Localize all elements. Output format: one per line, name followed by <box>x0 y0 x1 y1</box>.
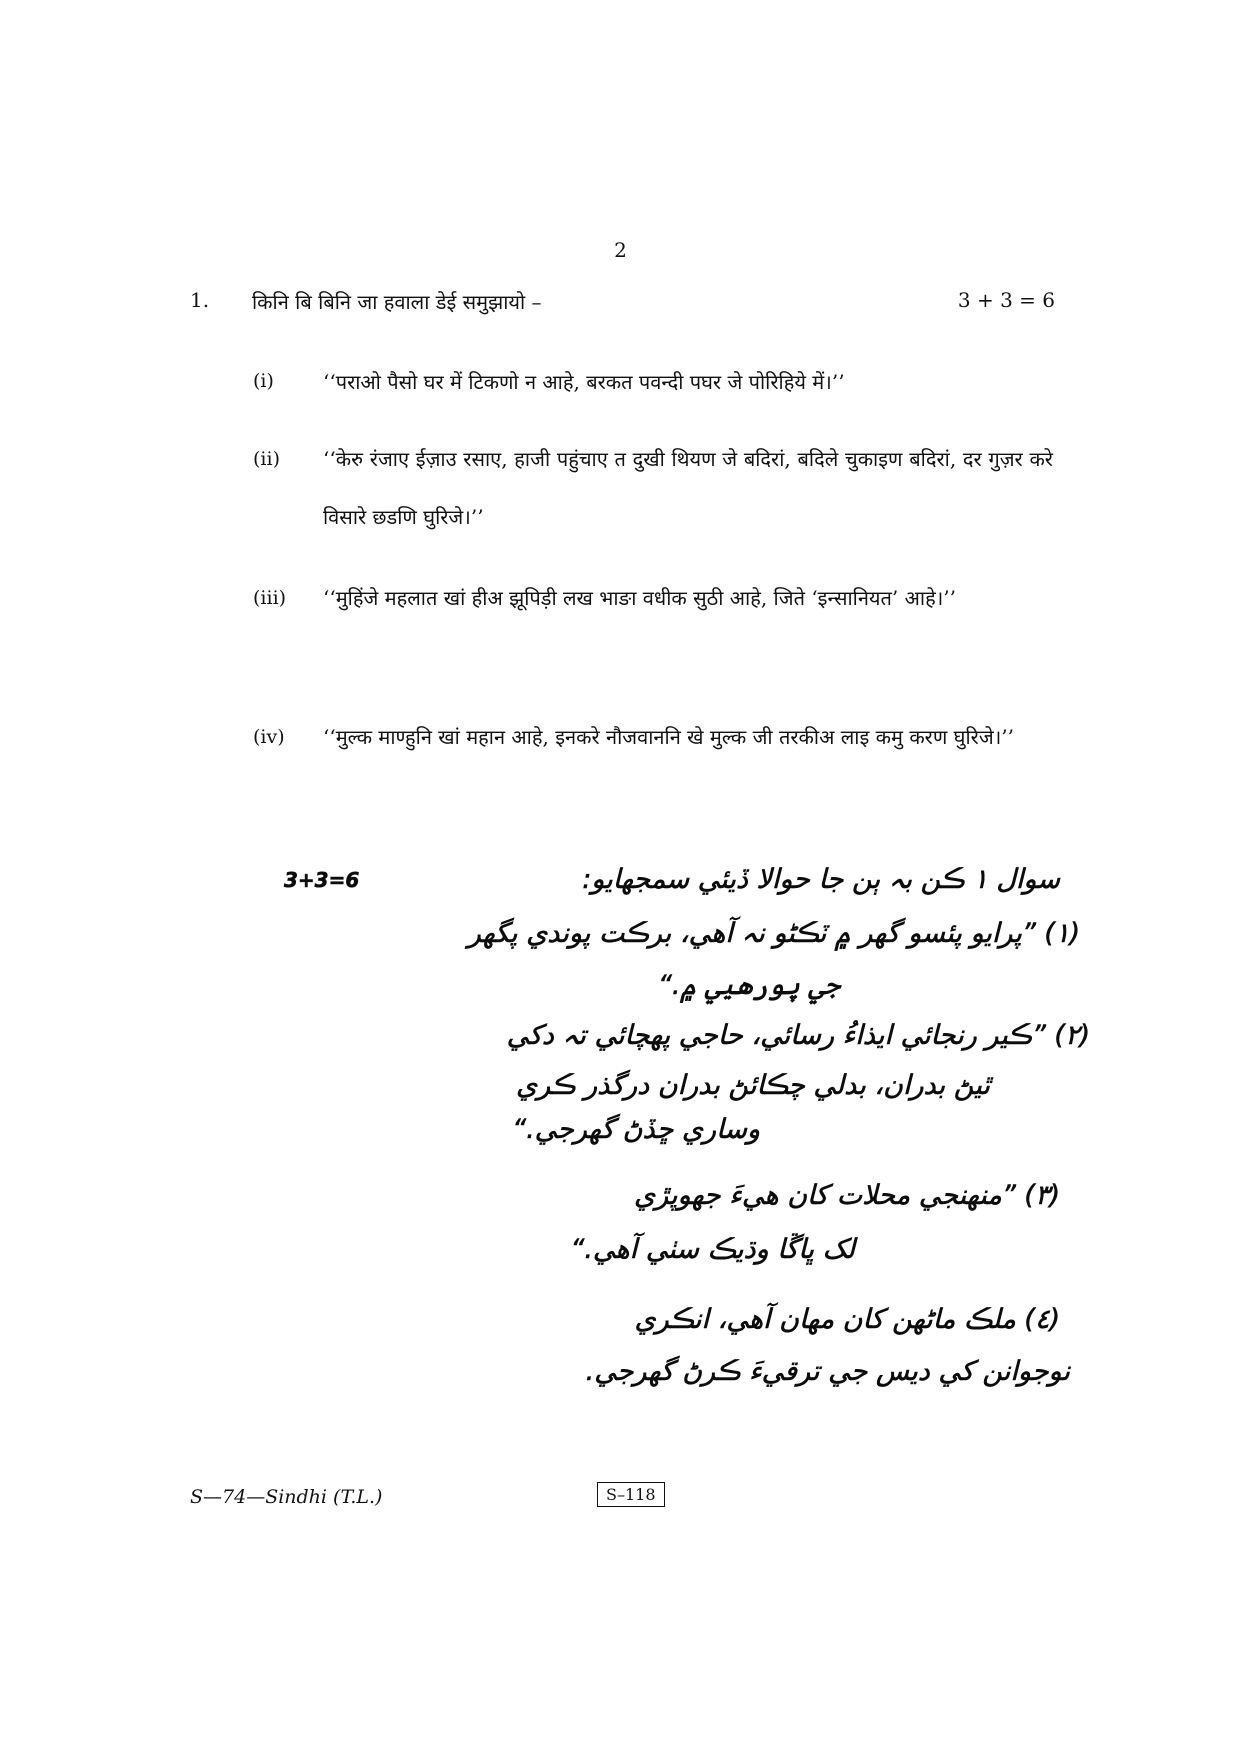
item-label: (iv) <box>253 726 285 748</box>
page-number: 2 <box>614 238 627 262</box>
answer-line: سوال ١ ڪن بہ ٻن جا حوالا ڏيئي سمجھايو: <box>582 864 1060 895</box>
footer-subject: S—74—Sindhi (T.L.) <box>190 1486 383 1508</box>
item-text: ‘‘केरु रंजाए ईज़ाउ रसाए, हाजी पहुंचाए त दुखी थियण जे बदिरां, बदिले चुकाइण बदिरां, दर गुज़र करे विसारे छडणि घुरिजे।’’ <box>323 447 1053 529</box>
item-label: (ii) <box>253 448 280 470</box>
answer-line: نوجوانن کي ديس جي ترقيءَ ڪرڻ گھرجي. <box>585 1356 1070 1387</box>
item-text: ‘‘मुहिंजे महलात खां हीअ झूपिड़ी लख भाङा वधीक सुठी आहे, जिते ‘इन्सानियत’ आहे।’’ <box>323 586 956 610</box>
question-prompt: किनि बि ब‌िनि जा हवाला डेई समुझायो – <box>252 290 542 314</box>
item-text: ‘‘मुल्क माण्हुनि खां महान आहे, इनकरे नौजवाननि खे मुल्क जी तरकीअ लाइ कमु करण घुरिजे।’’ <box>323 725 1014 749</box>
answer-line: جي پورهيي ۾.“ <box>657 970 840 1001</box>
item-label: (iii) <box>253 587 287 609</box>
answer-line: (٤) ملڪ ماڻھن کان مھان آهي، انڪري <box>634 1304 1060 1335</box>
question-marks: 3 + 3 = 6 <box>957 288 1055 312</box>
answer-marks: 3+3=6 <box>284 868 360 892</box>
answer-line: (٢) ”ڪير رنجائي ايذاءُ رسائي، حاجي پهچائي تہ دکي <box>506 1020 1090 1051</box>
answer-line: ٿيڻ بدران، بدلي چڪائڻ بدران درگذر ڪري <box>516 1070 990 1101</box>
answer-line: وساري ڇڏڻ گھرجي.“ <box>512 1114 760 1145</box>
footer-code: S–118 <box>597 1482 665 1507</box>
answer-line: (١) ”پرايو پئسو گھر ۾ ٽڪڻو نہ آهي، برڪت پوندي پگھر <box>467 918 1080 949</box>
question-number: 1. <box>190 288 210 312</box>
handwritten-answer <box>270 858 1090 1448</box>
item-text: ‘‘पराओ पैसो घर में टिकणो न आहे, बरकत पवन्दी पघर जे पोरिहिये में।’’ <box>323 370 845 394</box>
item-label: (i) <box>253 370 274 392</box>
answer-line: (٣) ”منھنجي محلات کان هيءَ جھوپڙي <box>633 1180 1060 1211</box>
answer-line: لک ڀاڱا وڌيڪ سٺي آهي.“ <box>570 1234 855 1265</box>
